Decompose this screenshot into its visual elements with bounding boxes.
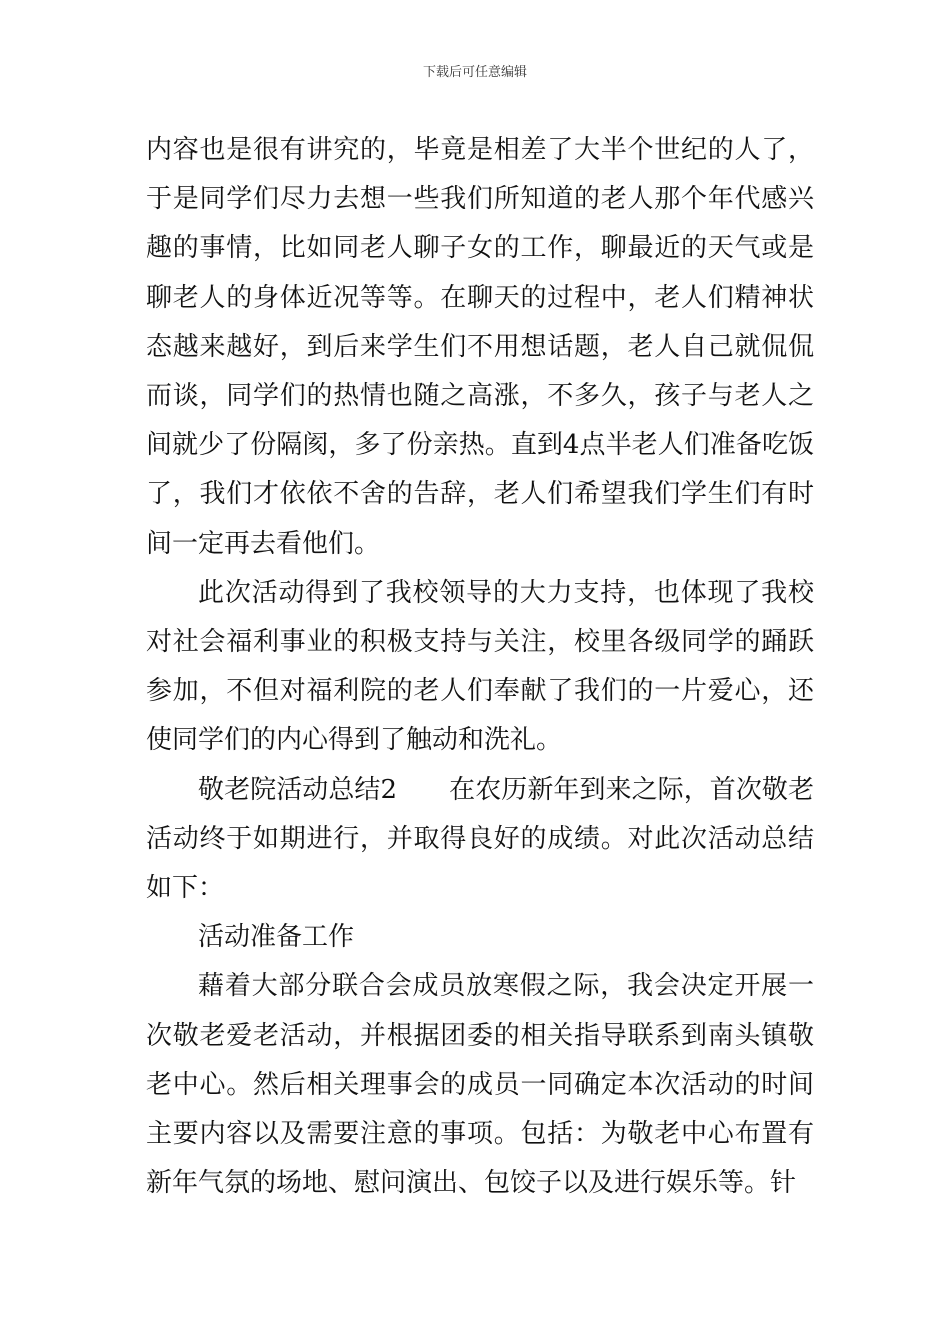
- paragraph-3: 敬老院活动总结2 在农历新年到来之际，首次敬老活动终于如期进行，并取得良好的成绩。对此次活动总结如下：: [146, 774, 814, 904]
- paragraph-1: 内容也是很有讲究的，毕竟是相差了大半个世纪的人了，于是同学们尽力去想一些我们所知道的老人那个年代感兴趣的事情，比如同老人聊子女的工作，聊最近的天气或是聊老人的身体近况等等。在聊天的过程中，老人们精神状态越来越好，到后来学生们不用想话题，老人自己就侃侃而谈，同学们的热情也随之高涨，不多久，孩子与老人之间就少了份隔阂，多了份亲热。直到4点半老人们准备吃饭了，我们才依依不舍的告辞，老人们希望我们学生们有时间一定再去看他们。: [146, 135, 814, 559]
- section-heading: 活动准备工作: [198, 922, 355, 953]
- document-body: [146, 126, 814, 1208]
- page-header: 下载后可任意编辑: [422, 65, 527, 80]
- paragraph-2: 此次活动得到了我校领导的大力支持，也体现了我校对社会福利事业的积极支持与关注，校里各级同学的踊跃参加，不但对福利院的老人们奉献了我们的一片爱心，还使同学们的内心得到了触动和洗礼。: [146, 577, 814, 756]
- paragraph-4: 藉着大部分联合会成员放寒假之际，我会决定开展一次敬老爱老活动，并根据团委的相关指导联系到南头镇敬老中心。然后相关理事会的成员一同确定本次活动的时间主要内容以及需要注意的事项。包括：为敬老中心布置有新年气氛的场地、慰问演出、包饺子以及进行娱乐等。针: [146, 971, 814, 1199]
